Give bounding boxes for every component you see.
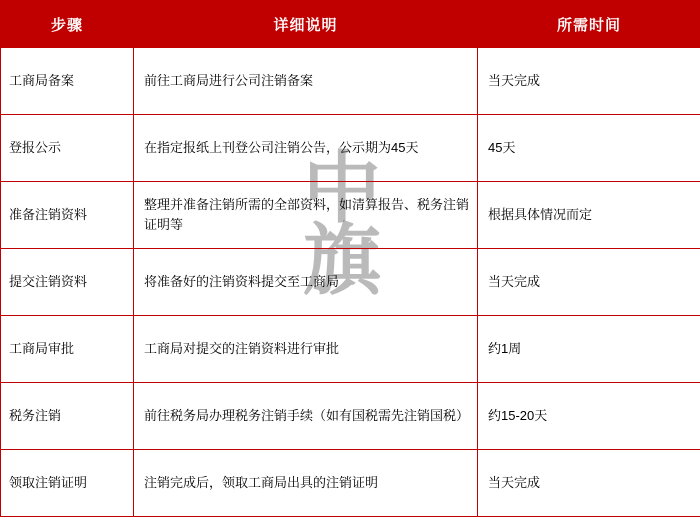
cell-step: 登报公示 xyxy=(1,115,134,182)
cell-time: 当天完成 xyxy=(478,450,700,517)
cell-step: 准备注销资料 xyxy=(1,182,134,249)
table-row xyxy=(1,48,700,115)
watermark-char-2: 旗 xyxy=(303,225,381,297)
cell-step: 工商局备案 xyxy=(1,48,134,115)
cell-detail: 注销完成后，领取工商局出具的注销证明 xyxy=(134,450,478,517)
table-row xyxy=(1,182,700,249)
cell-time: 约15-20天 xyxy=(478,383,700,450)
column-header-time: 所需时间 xyxy=(478,1,700,48)
cell-detail: 将准备好的注销资料提交至工商局 xyxy=(134,249,478,316)
cell-time: 45天 xyxy=(478,115,700,182)
table-row xyxy=(1,450,700,517)
table-body xyxy=(1,48,700,517)
cell-step: 税务注销 xyxy=(1,383,134,450)
watermark-char-1: 中 xyxy=(303,153,381,225)
table-row xyxy=(1,383,700,450)
table-row xyxy=(1,316,700,383)
cell-detail: 在指定报纸上刊登公司注销公告，公示期为45天 xyxy=(134,115,478,182)
table-header xyxy=(1,1,700,48)
cell-time: 当天完成 xyxy=(478,48,700,115)
cell-detail: 前往税务局办理税务注销手续（如有国税需先注销国税） xyxy=(134,383,478,450)
cell-time: 根据具体情况而定 xyxy=(478,182,700,249)
column-header-detail: 详细说明 xyxy=(134,1,478,48)
cell-detail: 整理并准备注销所需的全部资料，如清算报告、税务注销证明等 xyxy=(134,182,478,249)
cell-detail: 工商局对提交的注销资料进行审批 xyxy=(134,316,478,383)
cell-detail: 前往工商局进行公司注销备案 xyxy=(134,48,478,115)
cell-time: 约1周 xyxy=(478,316,700,383)
cell-step: 领取注销证明 xyxy=(1,450,134,517)
table-row xyxy=(1,115,700,182)
cell-step: 工商局审批 xyxy=(1,316,134,383)
column-header-step: 步骤 xyxy=(1,1,134,48)
cell-step: 提交注销资料 xyxy=(1,249,134,316)
table-row xyxy=(1,249,700,316)
table-header-row xyxy=(1,1,700,48)
cell-time: 当天完成 xyxy=(478,249,700,316)
